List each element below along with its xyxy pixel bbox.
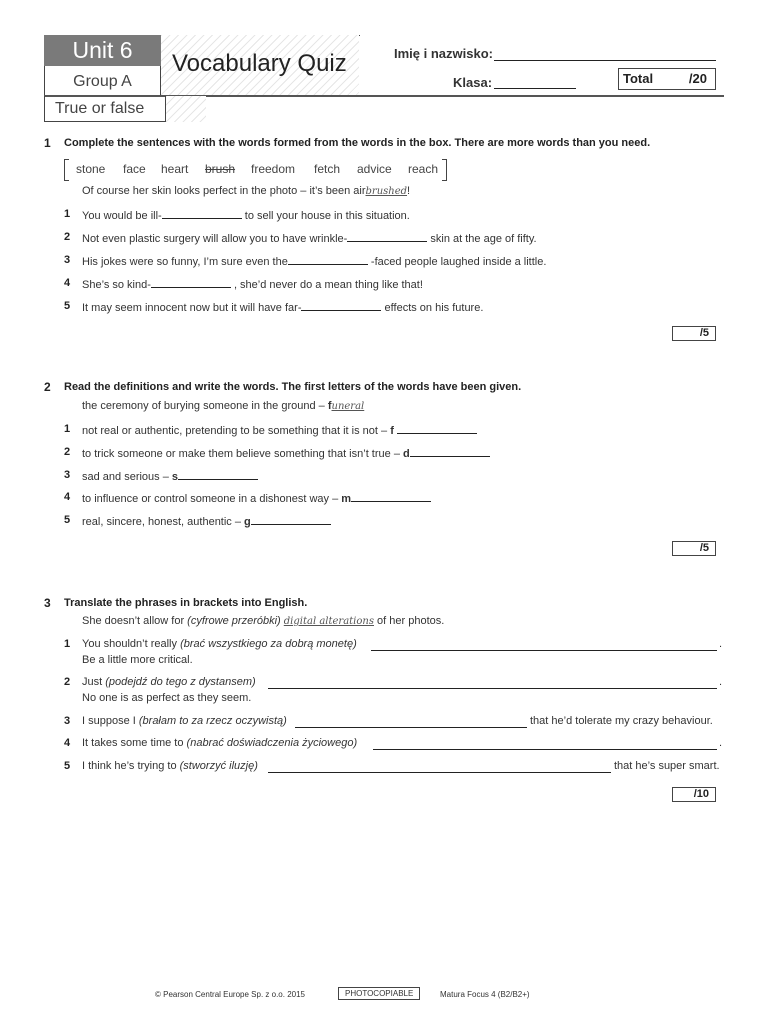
exercise-2-item: to trick someone or make them believe something that isn’t true – d (82, 446, 490, 460)
word-box-item: face (123, 162, 146, 176)
photocopiable-badge: PHOTOCOPIABLE (338, 987, 420, 1000)
answer-blank[interactable] (251, 514, 331, 525)
name-label: Imię i nazwisko: (394, 46, 493, 61)
answer-blank[interactable] (410, 446, 490, 457)
word-box-item: advice (357, 162, 392, 176)
word-box-item-crossed: brush (205, 162, 236, 176)
exercise-1-item: Not even plastic surgery will allow you to have wrinkle- skin at the age of fifty. (82, 233, 537, 245)
exercise-1-number: 1 (44, 136, 51, 150)
example-answer: uneral (331, 401, 365, 412)
example-answer: digital alterations (283, 616, 374, 627)
item-number: 1 (64, 638, 71, 650)
item-number: 4 (64, 737, 71, 749)
exercise-2-item: sad and serious – s (82, 469, 258, 483)
item-number: 5 (64, 300, 71, 312)
sentence-end: . (719, 638, 723, 650)
item-number: 2 (64, 676, 71, 688)
exercise-1-example (82, 185, 410, 197)
exercise-2-instruction: Read the definitions and write the words. The first letters of the words have been given. (64, 381, 522, 393)
word-box-item: freedom (251, 162, 296, 176)
subtitle-label: True or false (44, 96, 166, 122)
answer-blank[interactable] (288, 254, 368, 265)
item-number: 5 (64, 514, 71, 526)
sentence-end: . (719, 737, 723, 749)
exercise-3-number: 3 (44, 596, 51, 610)
item-number: 5 (64, 760, 71, 772)
exercise-2-item: to influence or control someone in a dishonest way – m (82, 491, 431, 505)
answer-blank[interactable] (301, 300, 381, 311)
sentence-end: . (719, 676, 723, 688)
exercise-1-score: /5 (672, 326, 716, 341)
answer-blank[interactable] (178, 469, 258, 480)
example-text: Of course her skin looks perfect in the photo – it’s been air (82, 185, 366, 197)
item-number: 1 (64, 208, 71, 220)
word-box-item: stone (76, 162, 106, 176)
example-text-end: ! (407, 185, 411, 197)
exercise-3-item-continuation: No one is as perfect as they seem. (82, 692, 252, 704)
total-max: /20 (688, 71, 707, 86)
exercise-1-item: She’s so kind- , she’d never do a mean thing like that! (82, 279, 423, 291)
exercise-3-item: You shouldn’t really (brać wszystkiego za dobrą monetę) (82, 638, 357, 650)
answer-line[interactable] (295, 727, 527, 728)
name-field[interactable] (494, 60, 716, 61)
exercise-3-example: She doesn’t allow for (cyfrowe przeróbki) digital alterations of her photos. (82, 615, 445, 627)
exercise-3-item: It takes some time to (nabrać doświadczenia życiowego) (82, 737, 358, 749)
exercise-3-item: Just (podejdź do tego z dystansem) (82, 676, 256, 688)
class-label: Klasa: (453, 75, 493, 90)
footer-book-title: Matura Focus 4 (B2/B2+) (440, 990, 530, 999)
total-score-box (618, 68, 716, 90)
page-title: Vocabulary Quiz (172, 50, 347, 77)
exercise-1-item: It may seem innocent now but it will have far- effects on his future. (82, 302, 484, 314)
answer-blank[interactable] (351, 491, 431, 502)
item-number: 3 (64, 715, 71, 727)
subtitle-hatch-pattern (166, 96, 206, 122)
item-number: 4 (64, 491, 71, 503)
example-answer: brushed (365, 186, 408, 197)
exercise-3-item: I think he’s trying to (stworzyć iluzję) (82, 760, 258, 772)
answer-blank[interactable] (397, 423, 477, 434)
word-box-item: heart (161, 162, 189, 176)
item-number: 4 (64, 277, 71, 289)
exercise-2-score: /5 (672, 541, 716, 556)
item-number: 3 (64, 254, 71, 266)
exercise-2-number: 2 (44, 380, 51, 394)
answer-blank[interactable] (151, 277, 231, 288)
exercise-2-item: real, sincere, honest, authentic – g (82, 514, 331, 528)
answer-line[interactable] (373, 749, 717, 750)
item-number: 2 (64, 446, 71, 458)
answer-blank[interactable] (162, 208, 242, 219)
answer-line[interactable] (371, 650, 717, 651)
answer-line[interactable] (268, 688, 717, 689)
item-number: 1 (64, 423, 71, 435)
word-box-item: fetch (314, 162, 341, 176)
exercise-3-item-continuation: Be a little more critical. (82, 654, 193, 666)
exercise-1-item: His jokes were so funny, I’m sure even the -faced people laughed inside a little. (82, 256, 547, 268)
exercise-3-instruction: Translate the phrases in brackets into English. (64, 597, 308, 609)
unit-label: Unit 6 (44, 35, 161, 66)
item-number: 3 (64, 469, 71, 481)
word-box-left-bracket (64, 159, 69, 181)
total-label: Total (623, 71, 654, 86)
group-label: Group A (44, 66, 161, 95)
exercise-1-item: You would be ill- to sell your house in this situation. (82, 210, 410, 222)
answer-line[interactable] (268, 772, 611, 773)
sentence-end: that he’s super smart. (614, 760, 720, 772)
exercise-1-instruction: Complete the sentences with the words formed from the words in the box. There are more words than you need. (64, 137, 651, 149)
word-box-item: reach (408, 162, 439, 176)
sentence-end: that he’d tolerate my crazy behaviour. (530, 715, 713, 727)
item-number: 2 (64, 231, 71, 243)
answer-blank[interactable] (347, 231, 427, 242)
exercise-2-item: not real or authentic, pretending to be something that it is not – f (82, 423, 477, 437)
exercise-3-item: I suppose I (brałam to za rzecz oczywistą) (82, 715, 287, 727)
footer-copyright: © Pearson Central Europe Sp. z o.o. 2015 (155, 990, 305, 999)
word-box-right-bracket (442, 159, 447, 181)
exercise-3-score: /10 (672, 787, 716, 802)
exercise-2-example: the ceremony of burying someone in the ground – funeral (82, 400, 365, 412)
class-field[interactable] (494, 88, 576, 89)
